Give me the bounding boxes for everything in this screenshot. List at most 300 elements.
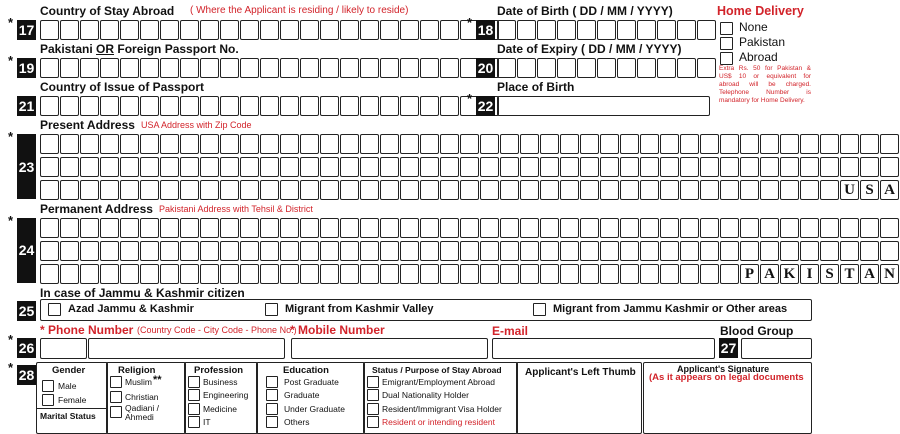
char-box[interactable] (340, 58, 359, 78)
char-box[interactable] (820, 134, 839, 154)
char-box[interactable] (480, 180, 499, 200)
char-box[interactable] (360, 96, 379, 116)
char-box[interactable] (120, 180, 139, 200)
char-box[interactable] (660, 157, 679, 177)
char-box[interactable] (577, 58, 596, 78)
char-box[interactable] (200, 58, 219, 78)
char-box[interactable] (740, 218, 759, 238)
char-box[interactable] (760, 157, 779, 177)
char-box[interactable] (520, 218, 539, 238)
char-box[interactable] (600, 157, 619, 177)
char-box[interactable] (400, 20, 419, 40)
char-box[interactable] (720, 264, 739, 284)
char-box[interactable] (460, 241, 479, 261)
char-box[interactable] (80, 241, 99, 261)
char-box[interactable] (360, 134, 379, 154)
char-box[interactable] (660, 180, 679, 200)
char-box[interactable] (780, 241, 799, 261)
char-box[interactable] (80, 180, 99, 200)
char-box[interactable] (160, 241, 179, 261)
char-box[interactable] (620, 157, 639, 177)
char-box[interactable] (680, 264, 699, 284)
char-box[interactable] (300, 157, 319, 177)
char-box[interactable] (700, 241, 719, 261)
education-undergraduate-checkbox[interactable] (266, 403, 278, 415)
place-of-birth-field[interactable] (497, 96, 710, 116)
char-box[interactable] (360, 264, 379, 284)
char-box[interactable] (600, 134, 619, 154)
char-box[interactable] (260, 134, 279, 154)
char-box[interactable] (400, 96, 419, 116)
char-box[interactable] (440, 180, 459, 200)
char-box[interactable] (340, 218, 359, 238)
char-box[interactable] (60, 218, 79, 238)
char-box[interactable] (300, 20, 319, 40)
passport-number-boxes[interactable] (40, 58, 500, 78)
char-box[interactable] (677, 58, 696, 78)
char-box[interactable] (540, 218, 559, 238)
char-box[interactable] (240, 134, 259, 154)
char-box[interactable] (480, 264, 499, 284)
char-box[interactable] (240, 157, 259, 177)
char-box[interactable] (860, 218, 879, 238)
char-box[interactable] (580, 241, 599, 261)
char-box[interactable] (160, 180, 179, 200)
char-box[interactable] (80, 96, 99, 116)
char-box[interactable] (220, 180, 239, 200)
char-box[interactable] (400, 58, 419, 78)
religion-muslim-checkbox[interactable] (110, 376, 122, 388)
char-box[interactable] (700, 264, 719, 284)
char-box[interactable] (820, 218, 839, 238)
char-box[interactable] (497, 58, 516, 78)
present-address-line-2[interactable] (40, 157, 900, 177)
char-box[interactable] (557, 20, 576, 40)
religion-christian-checkbox[interactable] (110, 391, 122, 403)
char-box[interactable] (480, 241, 499, 261)
char-box[interactable] (660, 241, 679, 261)
char-box[interactable]: A (860, 264, 879, 284)
char-box[interactable] (760, 241, 779, 261)
char-box[interactable] (640, 180, 659, 200)
char-box[interactable] (557, 58, 576, 78)
char-box[interactable] (160, 96, 179, 116)
char-box[interactable] (120, 218, 139, 238)
char-box[interactable] (380, 180, 399, 200)
char-box[interactable] (860, 241, 879, 261)
char-box[interactable] (620, 264, 639, 284)
char-box[interactable] (740, 157, 759, 177)
char-box[interactable] (440, 134, 459, 154)
char-box[interactable] (120, 20, 139, 40)
char-box[interactable] (520, 264, 539, 284)
phone-country-code-field[interactable] (40, 338, 87, 359)
char-box[interactable] (620, 241, 639, 261)
char-box[interactable] (620, 180, 639, 200)
char-box[interactable] (200, 134, 219, 154)
char-box[interactable] (677, 20, 696, 40)
char-box[interactable] (420, 96, 439, 116)
char-box[interactable] (680, 241, 699, 261)
char-box[interactable] (780, 157, 799, 177)
char-box[interactable] (300, 134, 319, 154)
char-box[interactable] (200, 20, 219, 40)
char-box[interactable] (517, 20, 536, 40)
char-box[interactable] (140, 264, 159, 284)
char-box[interactable] (320, 157, 339, 177)
char-box[interactable] (400, 264, 419, 284)
char-box[interactable] (380, 20, 399, 40)
char-box[interactable] (597, 58, 616, 78)
char-box[interactable] (460, 180, 479, 200)
permanent-address-line-1[interactable] (40, 218, 900, 238)
char-box[interactable] (60, 96, 79, 116)
char-box[interactable] (700, 218, 719, 238)
char-box[interactable] (100, 218, 119, 238)
char-box[interactable] (240, 264, 259, 284)
char-box[interactable] (560, 134, 579, 154)
char-box[interactable] (200, 96, 219, 116)
char-box[interactable] (280, 157, 299, 177)
char-box[interactable] (140, 218, 159, 238)
char-box[interactable] (280, 20, 299, 40)
char-box[interactable] (320, 58, 339, 78)
char-box[interactable] (580, 180, 599, 200)
char-box[interactable] (540, 134, 559, 154)
char-box[interactable] (460, 218, 479, 238)
char-box[interactable] (320, 134, 339, 154)
char-box[interactable] (697, 20, 716, 40)
char-box[interactable] (780, 134, 799, 154)
char-box[interactable] (580, 264, 599, 284)
char-box[interactable] (340, 96, 359, 116)
char-box[interactable] (860, 134, 879, 154)
char-box[interactable] (640, 157, 659, 177)
char-box[interactable] (240, 58, 259, 78)
char-box[interactable] (100, 58, 119, 78)
char-box[interactable] (140, 157, 159, 177)
char-box[interactable] (840, 134, 859, 154)
char-box[interactable] (420, 58, 439, 78)
char-box[interactable] (320, 96, 339, 116)
char-box[interactable] (740, 180, 759, 200)
char-box[interactable] (720, 218, 739, 238)
char-box[interactable] (520, 241, 539, 261)
char-box[interactable] (400, 241, 419, 261)
char-box[interactable] (420, 241, 439, 261)
profession-business-checkbox[interactable] (188, 376, 200, 388)
char-box[interactable] (260, 157, 279, 177)
char-box[interactable] (537, 58, 556, 78)
char-box[interactable] (200, 264, 219, 284)
home-delivery-none-checkbox[interactable] (720, 22, 733, 35)
char-box[interactable] (400, 180, 419, 200)
char-box[interactable] (380, 58, 399, 78)
char-box[interactable] (360, 58, 379, 78)
char-box[interactable] (440, 264, 459, 284)
char-box[interactable] (440, 96, 459, 116)
char-box[interactable] (740, 241, 759, 261)
char-box[interactable] (480, 218, 499, 238)
char-box[interactable] (340, 180, 359, 200)
char-box[interactable] (440, 241, 459, 261)
char-box[interactable] (500, 218, 519, 238)
char-box[interactable] (780, 218, 799, 238)
char-box[interactable] (700, 180, 719, 200)
char-box[interactable] (500, 180, 519, 200)
char-box[interactable] (40, 134, 59, 154)
char-box[interactable] (820, 157, 839, 177)
char-box[interactable] (220, 20, 239, 40)
char-box[interactable] (800, 241, 819, 261)
char-box[interactable] (140, 134, 159, 154)
char-box[interactable] (100, 241, 119, 261)
char-box[interactable] (220, 96, 239, 116)
phone-number-field[interactable] (88, 338, 285, 359)
char-box[interactable] (820, 180, 839, 200)
char-box[interactable] (400, 218, 419, 238)
char-box[interactable] (60, 134, 79, 154)
char-box[interactable] (680, 134, 699, 154)
char-box[interactable] (560, 241, 579, 261)
char-box[interactable] (360, 180, 379, 200)
char-box[interactable] (600, 241, 619, 261)
char-box[interactable] (320, 264, 339, 284)
char-box[interactable] (300, 96, 319, 116)
char-box[interactable] (260, 264, 279, 284)
status-intending-resident-checkbox[interactable] (367, 416, 379, 428)
char-box[interactable] (40, 241, 59, 261)
char-box[interactable] (340, 264, 359, 284)
char-box[interactable] (597, 20, 616, 40)
char-box[interactable] (80, 264, 99, 284)
char-box[interactable] (220, 134, 239, 154)
char-box[interactable] (200, 218, 219, 238)
char-box[interactable] (640, 264, 659, 284)
char-box[interactable] (200, 241, 219, 261)
char-box[interactable] (60, 157, 79, 177)
char-box[interactable] (60, 20, 79, 40)
char-box[interactable] (140, 180, 159, 200)
status-emigrant-checkbox[interactable] (367, 376, 379, 388)
date-of-expiry-boxes[interactable] (497, 58, 717, 78)
char-box[interactable] (860, 157, 879, 177)
char-box[interactable] (80, 20, 99, 40)
char-box[interactable] (280, 218, 299, 238)
char-box[interactable] (560, 264, 579, 284)
date-of-birth-boxes[interactable] (497, 20, 717, 40)
char-box[interactable] (480, 134, 499, 154)
char-box[interactable] (40, 180, 59, 200)
char-box[interactable]: N (880, 264, 899, 284)
char-box[interactable] (620, 134, 639, 154)
char-box[interactable] (800, 180, 819, 200)
char-box[interactable] (580, 134, 599, 154)
char-box[interactable] (580, 218, 599, 238)
char-box[interactable] (180, 241, 199, 261)
char-box[interactable] (760, 218, 779, 238)
char-box[interactable] (120, 96, 139, 116)
char-box[interactable] (617, 58, 636, 78)
char-box[interactable] (100, 180, 119, 200)
char-box[interactable] (520, 180, 539, 200)
char-box[interactable] (840, 157, 859, 177)
char-box[interactable] (800, 157, 819, 177)
char-box[interactable] (560, 157, 579, 177)
char-box[interactable] (517, 58, 536, 78)
char-box[interactable] (180, 96, 199, 116)
education-graduate-checkbox[interactable] (266, 389, 278, 401)
char-box[interactable] (360, 157, 379, 177)
char-box[interactable] (80, 218, 99, 238)
education-others-checkbox[interactable] (266, 416, 278, 428)
char-box[interactable] (320, 20, 339, 40)
char-box[interactable] (460, 134, 479, 154)
char-box[interactable] (40, 20, 59, 40)
char-box[interactable] (500, 241, 519, 261)
char-box[interactable] (760, 134, 779, 154)
char-box[interactable] (780, 180, 799, 200)
char-box[interactable] (180, 180, 199, 200)
char-box[interactable] (380, 134, 399, 154)
char-box[interactable] (500, 157, 519, 177)
char-box[interactable] (280, 241, 299, 261)
char-box[interactable] (100, 134, 119, 154)
char-box[interactable] (500, 134, 519, 154)
char-box[interactable]: P (740, 264, 759, 284)
char-box[interactable] (617, 20, 636, 40)
char-box[interactable] (340, 20, 359, 40)
char-box[interactable] (440, 58, 459, 78)
char-box[interactable] (680, 218, 699, 238)
char-box[interactable] (280, 134, 299, 154)
char-box[interactable] (420, 180, 439, 200)
religion-ahmedi-checkbox[interactable] (110, 406, 122, 418)
char-box[interactable]: S (860, 180, 879, 200)
migrant-kashmir-valley-checkbox[interactable] (265, 303, 278, 316)
migrant-jk-other-checkbox[interactable] (533, 303, 546, 316)
present-address-line-3[interactable] (40, 180, 900, 200)
char-box[interactable] (720, 241, 739, 261)
char-box[interactable] (180, 218, 199, 238)
char-box[interactable] (420, 134, 439, 154)
char-box[interactable] (120, 134, 139, 154)
char-box[interactable] (220, 241, 239, 261)
char-box[interactable] (220, 264, 239, 284)
char-box[interactable] (360, 20, 379, 40)
char-box[interactable] (260, 20, 279, 40)
char-box[interactable] (660, 264, 679, 284)
char-box[interactable] (840, 218, 859, 238)
char-box[interactable] (440, 157, 459, 177)
char-box[interactable] (420, 264, 439, 284)
char-box[interactable] (340, 134, 359, 154)
char-box[interactable] (380, 264, 399, 284)
char-box[interactable] (380, 157, 399, 177)
char-box[interactable] (440, 20, 459, 40)
char-box[interactable] (560, 218, 579, 238)
char-box[interactable] (40, 58, 59, 78)
char-box[interactable] (220, 157, 239, 177)
char-box[interactable] (800, 134, 819, 154)
char-box[interactable] (140, 58, 159, 78)
gender-female-checkbox[interactable] (42, 394, 54, 406)
char-box[interactable] (40, 264, 59, 284)
char-box[interactable] (120, 58, 139, 78)
char-box[interactable]: S (820, 264, 839, 284)
char-box[interactable] (600, 264, 619, 284)
char-box[interactable] (60, 241, 79, 261)
char-box[interactable] (660, 218, 679, 238)
char-box[interactable] (60, 180, 79, 200)
char-box[interactable] (657, 58, 676, 78)
char-box[interactable] (460, 264, 479, 284)
char-box[interactable] (180, 157, 199, 177)
char-box[interactable] (260, 218, 279, 238)
education-postgraduate-checkbox[interactable] (266, 376, 278, 388)
char-box[interactable] (460, 157, 479, 177)
gender-male-checkbox[interactable] (42, 380, 54, 392)
char-box[interactable] (360, 241, 379, 261)
char-box[interactable] (540, 180, 559, 200)
char-box[interactable] (380, 96, 399, 116)
char-box[interactable] (260, 241, 279, 261)
char-box[interactable] (880, 157, 899, 177)
permanent-address-line-3[interactable] (40, 264, 900, 284)
char-box[interactable] (300, 180, 319, 200)
char-box[interactable]: A (880, 180, 899, 200)
char-box[interactable] (420, 157, 439, 177)
char-box[interactable] (497, 20, 516, 40)
char-box[interactable] (657, 20, 676, 40)
char-box[interactable] (400, 157, 419, 177)
char-box[interactable] (120, 241, 139, 261)
char-box[interactable] (140, 96, 159, 116)
char-box[interactable] (160, 264, 179, 284)
permanent-address-line-2[interactable] (40, 241, 900, 261)
char-box[interactable] (160, 20, 179, 40)
home-delivery-abroad-checkbox[interactable] (720, 52, 733, 65)
char-box[interactable] (500, 264, 519, 284)
char-box[interactable] (80, 157, 99, 177)
char-box[interactable] (420, 20, 439, 40)
char-box[interactable] (697, 58, 716, 78)
char-box[interactable] (60, 264, 79, 284)
char-box[interactable] (280, 96, 299, 116)
char-box[interactable] (100, 20, 119, 40)
char-box[interactable] (640, 218, 659, 238)
country-of-stay-boxes[interactable] (40, 15, 500, 40)
char-box[interactable] (80, 134, 99, 154)
char-box[interactable] (160, 134, 179, 154)
char-box[interactable] (320, 180, 339, 200)
char-box[interactable]: A (760, 264, 779, 284)
char-box[interactable] (320, 241, 339, 261)
char-box[interactable] (240, 241, 259, 261)
char-box[interactable] (520, 134, 539, 154)
char-box[interactable] (40, 218, 59, 238)
char-box[interactable] (580, 157, 599, 177)
char-box[interactable] (880, 241, 899, 261)
char-box[interactable] (100, 157, 119, 177)
char-box[interactable] (720, 134, 739, 154)
char-box[interactable]: T (840, 264, 859, 284)
char-box[interactable] (637, 58, 656, 78)
char-box[interactable]: U (840, 180, 859, 200)
char-box[interactable] (280, 180, 299, 200)
char-box[interactable] (640, 241, 659, 261)
mobile-number-field[interactable] (291, 338, 488, 359)
